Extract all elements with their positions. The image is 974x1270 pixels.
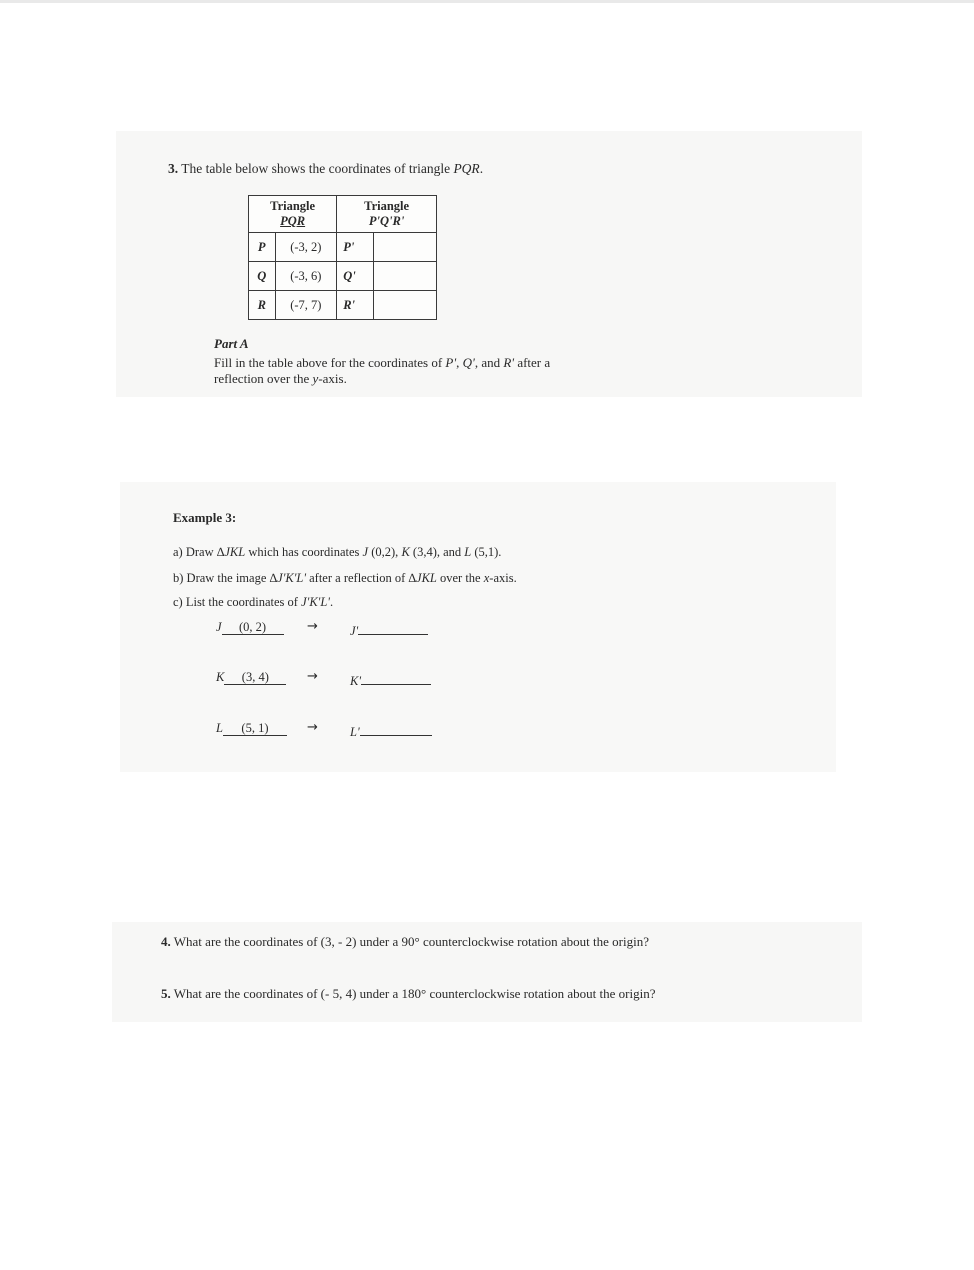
part-a-sep2: , and — [474, 355, 504, 370]
row-label-q: Q — [249, 262, 276, 291]
part-a-sep1: , — [456, 355, 463, 370]
row-label-r: R — [249, 291, 276, 320]
part-a-q-prime: Q' — [462, 355, 475, 370]
part-a-line2-end: -axis. — [318, 371, 347, 386]
header-triangle-pqr — [249, 196, 337, 233]
part-b-end: -axis. — [489, 571, 517, 585]
triangle-jkl: JKL — [224, 545, 246, 559]
point-l: L — [464, 545, 472, 559]
table-header-row — [249, 196, 437, 233]
row-prime-q: Q' — [337, 262, 374, 291]
part-b-over: over the — [436, 571, 484, 585]
point-k: K — [401, 545, 410, 559]
point-j: J — [362, 545, 369, 559]
coordinates-table — [248, 195, 437, 320]
table-row — [249, 233, 437, 262]
pair-to-l: L' — [350, 725, 360, 739]
part-a-line2 — [214, 371, 347, 387]
pair-from-l: L — [216, 721, 223, 735]
pair-to-k: K' — [350, 674, 362, 688]
row-prime-r: R' — [337, 291, 374, 320]
header-left-line2: PQR — [280, 214, 306, 228]
question-5 — [161, 986, 655, 1002]
example-3-part-c — [173, 595, 333, 610]
answer-cell-p[interactable] — [373, 233, 436, 262]
part-a-line1 — [214, 355, 550, 371]
part-c-end: . — [329, 595, 334, 609]
arrow-right-icon: → — [307, 720, 318, 735]
triangle-image: J'K'L' — [277, 571, 306, 585]
pair-row-k — [216, 670, 286, 685]
part-a-mid: which has coordinates — [245, 545, 363, 559]
example-3-part-a — [173, 545, 501, 560]
part-a-axis: y — [312, 371, 319, 386]
part-a-r-prime: R' — [503, 355, 515, 370]
header-triangle-image — [337, 196, 437, 233]
question-4-text: What are the coordinates of (3, - 2) under a 90° counterclockwise rotation about the origin? — [173, 934, 649, 949]
question-3-triangle-name: PQR — [453, 161, 480, 176]
header-right-line2: P'Q'R' — [368, 214, 405, 228]
answer-blank-l[interactable] — [360, 721, 432, 736]
arrow-right-icon: → — [307, 669, 318, 684]
question-3-text: The table below shows the coordinates of triangle — [181, 161, 454, 176]
pair-target-l — [350, 721, 432, 740]
pair-row-j — [216, 620, 284, 635]
row-coord-r: (-7, 7) — [275, 291, 337, 320]
part-a-text: Fill in the table above for the coordinates of — [214, 355, 446, 370]
pair-value-l: (5, 1) — [223, 721, 287, 736]
pair-value-k: (3, 4) — [224, 670, 286, 685]
part-b-lead: b) Draw the image ∆ — [173, 571, 278, 585]
part-a-lead: a) Draw ∆ — [173, 545, 225, 559]
question-4-number: 4. — [161, 934, 171, 949]
part-c-lead: c) List the coordinates of — [173, 595, 302, 609]
coord-k: (3,4), and — [409, 545, 465, 559]
answer-cell-q[interactable] — [373, 262, 436, 291]
question-3-number: 3. — [168, 161, 179, 176]
coord-l: (5,1). — [471, 545, 502, 559]
part-b-mid: after a reflection of ∆ — [306, 571, 417, 585]
row-prime-p: P' — [337, 233, 374, 262]
question-3-prompt — [168, 161, 483, 177]
answer-blank-k[interactable] — [361, 670, 431, 685]
pair-row-l — [216, 721, 287, 736]
part-a-title: Part A — [214, 336, 249, 351]
question-4 — [161, 934, 649, 950]
table-row — [249, 262, 437, 291]
question-5-text: What are the coordinates of (- 5, 4) under a 180° counterclockwise rotation about the origin? — [173, 986, 656, 1001]
example-3-title: Example 3: — [173, 510, 237, 525]
header-right-line1: Triangle — [364, 199, 410, 213]
axis-x: x — [483, 571, 490, 585]
answer-cell-r[interactable] — [373, 291, 436, 320]
row-coord-q: (-3, 6) — [275, 262, 337, 291]
triangle-image-list: J'K'L' — [301, 595, 330, 609]
pair-from-k: K — [216, 670, 225, 684]
row-label-p: P — [249, 233, 276, 262]
page-top-border — [0, 0, 974, 3]
part-a-line1-end: after a — [514, 355, 551, 370]
pair-to-j: J' — [350, 624, 359, 638]
triangle-jkl-ref: JKL — [416, 571, 437, 585]
pair-value-j: (0, 2) — [222, 620, 284, 635]
question-5-number: 5. — [161, 986, 171, 1001]
answer-blank-j[interactable] — [358, 620, 428, 635]
row-coord-p: (-3, 2) — [275, 233, 337, 262]
arrow-right-icon: → — [307, 619, 318, 634]
example-3-part-b — [173, 571, 517, 586]
part-a-line2-text: reflection over the — [214, 371, 313, 386]
coord-j: (0,2), — [368, 545, 402, 559]
table-row — [249, 291, 437, 320]
header-left-line1: Triangle — [270, 199, 316, 213]
pair-from-j: J — [216, 620, 222, 634]
question-3-period: . — [479, 161, 484, 176]
part-a-p-prime: P' — [445, 355, 457, 370]
pair-target-j — [350, 620, 428, 639]
pair-target-k — [350, 670, 431, 689]
